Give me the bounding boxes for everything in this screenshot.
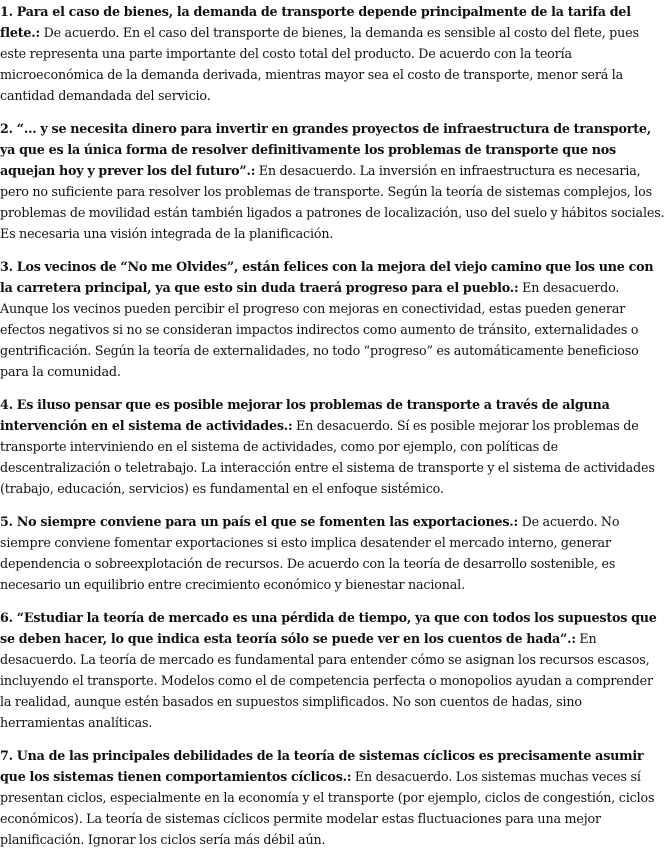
statement-answer: De acuerdo. En el caso del transporte de bienes, la demanda es sensible al costo del flete, pues este representa una parte importante del costo total del producto. De acuerdo con la teoría microeconómica de la demanda derivada, mientras mayor sea el costo de transporte, menor será la cantidad demandada del servicio. [0, 25, 639, 103]
statement-6 [0, 607, 665, 733]
statement-question: 5. No siempre conviene para un país el que se fomenten las exportaciones.: [0, 514, 519, 529]
statement-answer: En desacuerdo. Aunque los vecinos pueden percibir el progreso con mejoras en conectividad, estas pueden generar efectos negativos si no se consideran impactos indirectos como aumento de tránsito, externalidades o gentrificación. Según la teoría de externalidades, no todo “progreso” es automáticamente beneficioso para la comunidad. [0, 280, 639, 379]
statement-question: 7. Una de las principales debilidades de la teoría de sistemas cíclicos es precisamente asumir que los sistemas tienen comportamientos cíclicos.: [0, 748, 644, 784]
statement-3 [0, 256, 665, 382]
statement-question: 2. “... y se necesita dinero para invertir en grandes proyectos de infraestructura de transporte, ya que es la única forma de resolver definitivamente los problemas de transporte que nos aquejan hoy y prever los del futuro”.: [0, 121, 651, 178]
statement-question: 6. “Estudiar la teoría de mercado es una pérdida de tiempo, ya que con todos los supuestos que se deben hacer, lo que indica esta teoría sólo se puede ver en los cuentos de hada”.: [0, 610, 657, 646]
statement-5 [0, 511, 665, 595]
statement-answer: En desacuerdo. La teoría de mercado es fundamental para entender cómo se asignan los recursos escasos, incluyendo el transporte. Modelos como el de competencia perfecta o monopolios ayudan a comprender la realidad, aunque estén basados en supuestos simplificados. No son cuentos de hadas, sino herramientas analíticas. [0, 631, 653, 730]
statement-4 [0, 394, 665, 499]
statement-question: 3. Los vecinos de “No me Olvides”, están felices con la mejora del viejo camino que los une con la carretera principal, ya que esto sin duda traerá progreso para el pueblo.: [0, 259, 654, 295]
statement-answer: En desacuerdo. La inversión en infraestructura es necesaria, pero no suficiente para resolver los problemas de transporte. Según la teoría de sistemas complejos, los problemas de movilidad están también ligados a patrones de localización, uso del suelo y hábitos sociales. Es necesaria una visión integrada de la planificación. [0, 163, 665, 241]
statement-7 [0, 745, 665, 850]
statement-2 [0, 118, 665, 244]
statement-answer: De acuerdo. No siempre conviene fomentar exportaciones si esto implica desatender el mercado interno, generar dependencia o sobreexplotación de recursos. De acuerdo con la teoría de desarrollo sostenible, es necesario un equilibrio entre crecimiento económico y bienestar nacional. [0, 514, 620, 592]
statement-1 [0, 1, 665, 106]
statement-question: 4. Es iluso pensar que es posible mejorar los problemas de transporte a través de alguna intervención en el sistema de actividades.: [0, 397, 610, 433]
statement-answer: En desacuerdo. Sí es posible mejorar los problemas de transporte interviniendo en el sistema de actividades, como por ejemplo, con políticas de descentralización o teletrabajo. La interacción entre el sistema de transporte y el sistema de actividades (trabajo, educación, servicios) es fundamental en el enfoque sistémico. [0, 418, 655, 496]
statement-answer: En desacuerdo. Los sistemas muchas veces sí presentan ciclos, especialmente en la economía y el transporte (por ejemplo, ciclos de congestión, ciclos económicos). La teoría de sistemas cíclicos permite modelar estas fluctuaciones para una mejor planificación. Ignorar los ciclos sería más débil aún. [0, 769, 655, 847]
statement-question: 1. Para el caso de bienes, la demanda de transporte depende principalmente de la tarifa del flete.: [0, 4, 631, 40]
